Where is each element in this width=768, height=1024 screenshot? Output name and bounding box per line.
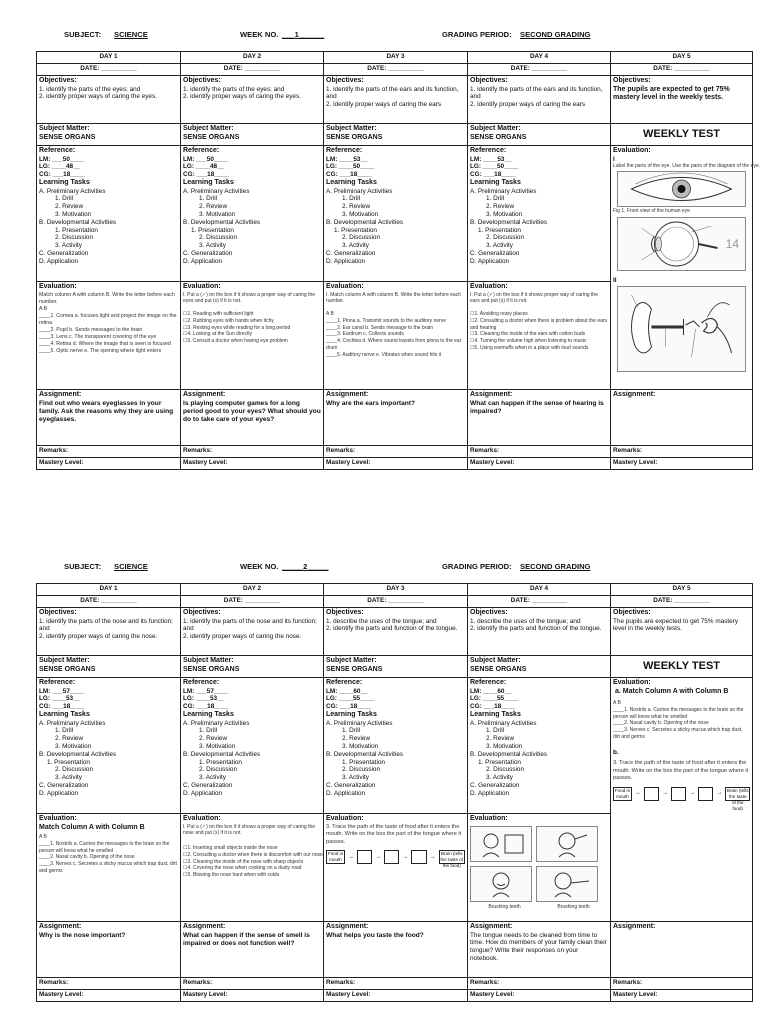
week-label: WEEK NO. bbox=[240, 562, 279, 571]
reference-day-4: Reference: LM: ____53__ LG: ____50____ CG: ___18____ Learning Tasks A. Preliminary Activities 1. Drill 2. Review 3. Motivation B. Developmental Activities 1. Presentation 2. Discussion 3. Activity C. Generalization D. Application bbox=[468, 146, 611, 282]
week-number: _____2_____ bbox=[282, 562, 329, 571]
mastery-row bbox=[37, 990, 753, 1002]
remarks-day-3: Remarks: bbox=[324, 446, 468, 458]
subject-matter-row bbox=[37, 124, 753, 146]
day-row bbox=[37, 52, 753, 64]
period-label: GRADING PERIOD: bbox=[442, 30, 512, 39]
assignment-day-4: Assignment: What can happen if the sense of hearing is impaired? bbox=[468, 390, 611, 446]
remarks-day-4: Remarks: bbox=[468, 978, 611, 990]
mastery-day-5: Mastery Level: bbox=[611, 990, 753, 1002]
day-1-header: DAY 1 bbox=[37, 584, 181, 596]
objectives-day-4: Objectives: 1. describe the uses of the tongue; and 2. identify the parts and function of the tongue. bbox=[468, 608, 611, 656]
assignment-row bbox=[37, 390, 753, 446]
assignment-day-3: Assignment: What helps you taste the food? bbox=[324, 922, 468, 978]
day-4-header: DAY 4 bbox=[468, 584, 611, 596]
day-2-header: DAY 2 bbox=[181, 52, 324, 64]
answer-box[interactable] bbox=[357, 850, 372, 864]
date-cell: DATE: __________ bbox=[611, 64, 753, 76]
date-cell: DATE: __________ bbox=[181, 64, 324, 76]
picture-illustration bbox=[470, 826, 532, 862]
assignment-day-2: Assignment: What can happen if the sense of smell is impaired or does not function well? bbox=[181, 922, 324, 978]
taste-path-boxes: Food in mouth → → → → Brain (tells the taste of the food) bbox=[327, 851, 464, 869]
reference-day-3: Reference: LM: ____60__ LG: ____55____ CG: ___18____ Learning Tasks A. Preliminary Activities 1. Drill 2. Review 3. Motivation B. Developmental Activities 1. Presentation 2. Discussion 3. Activity C. Generalization D. Application bbox=[324, 678, 468, 814]
ear-diagram bbox=[617, 286, 746, 372]
reference-day-2: Reference: LM: ___57____ LG: ____53__ CG: ___18____ Learning Tasks A. Preliminary Activities 1. Drill 2. Review 3. Motivation B. Developmental Activities 1. Presentation 2. Discussion 3. Activity C. Generalization D. Application bbox=[181, 678, 324, 814]
brain-box: Brain (tells the taste of the food) bbox=[440, 851, 464, 869]
date-row bbox=[37, 64, 753, 76]
reference-day-2: Reference: LM: ___50____ LG: ____48__ CG: ___18____ Learning Tasks A. Preliminary Activities 1. Drill 2. Review 3. Motivation B. Developmental Activities 1. Presentation 2. Discussion 3. Activity C. Generalization D. Application bbox=[181, 146, 324, 282]
objectives-day-2: Objectives: 1. identify the parts of the nose and its function; and 2. identify proper ways of caring the nose. bbox=[181, 608, 324, 656]
remarks-day-1: Remarks: bbox=[37, 978, 181, 990]
picture-caption: Brushing teeth bbox=[557, 903, 590, 910]
food-in-mouth-box: Food in mouth bbox=[614, 788, 631, 800]
remarks-row bbox=[37, 978, 753, 990]
evaluation-day-1: Evaluation: Match column A with column B. Write the letter before each number. A B ____1. Cornea a. focuses light and project the image on the retina ____2. Pupil b. Sends messages to the brain ____3. Lens c. The transparent covering of the eye ____4. Retina d. Where the image that is seen is focused ____5. Optic nerve e. The opening where light enters bbox=[37, 282, 181, 390]
evaluation-day-1: Evaluation: Match Column A with Column B A B ____1. Nostrils a. Carries the messages to the brain so the person will know what he smelled ____2. Nasal cavity b. Opening of the nose ____3. Nerves c. Secretes a sticky mucus which trap dust, dirt and germs bbox=[37, 814, 181, 922]
assignment-row bbox=[37, 922, 753, 978]
period-value: SECOND GRADING bbox=[520, 30, 591, 39]
reference-row bbox=[37, 146, 753, 282]
subject-matter-day-2: Subject Matter: SENSE ORGANS bbox=[181, 656, 324, 678]
objectives-day-1: Objectives: 1. identify the parts of the eyes; and 2. identify proper ways of caring the eyes. bbox=[37, 76, 181, 124]
evaluation-day-2: Evaluation: I. Put a (✓) on the box if it shows a proper way of caring the nose and put (x) if it is not. ☐1. Inserting small objects inside the nose ☐2. Consulting a doctor when there is discomfort with our nose ☐3. Cleaning the inside of the nose with sharp objects ☐4. Covering the nose when cooking on a dusty road ☐5. Blowing the nose hard when with colds bbox=[181, 814, 324, 922]
answer-box[interactable] bbox=[644, 787, 659, 801]
objectives-day-5: Objectives: The pupils are expected to get 75% mastery level in the weekly tests. bbox=[611, 76, 753, 124]
assignment-day-3: Assignment: Why are the ears important? bbox=[324, 390, 468, 446]
mastery-day-3: Mastery Level: bbox=[324, 458, 468, 470]
eye-cross-section-diagram: 14 bbox=[617, 217, 746, 271]
answer-box[interactable] bbox=[698, 787, 713, 801]
date-cell: DATE: __________ bbox=[468, 596, 611, 608]
week-number: ___1______ bbox=[282, 30, 325, 39]
evaluation-day-3: Evaluation: 3. Trace the path of the taste of food after it enters the mouth. Write on the box the part of the tongue where it passes. Food in mouth → → → → Brain (tells the taste of the food) bbox=[324, 814, 468, 922]
picture-illustration bbox=[470, 866, 532, 902]
evaluation-day-4: Evaluation: Brushing teeth Brushing teeth bbox=[468, 814, 611, 922]
remarks-day-2: Remarks: bbox=[181, 978, 324, 990]
mastery-day-4: Mastery Level: bbox=[468, 458, 611, 470]
evaluation-day-2: Evaluation: I. Put a (✓) on the box if it shows a proper way of caring the eyes and put (x) if it is not. ☐1. Reading with sufficient light ☐2. Rubbing eyes with hands when itchy ☐3. Resting eyes while reading for a long period ☐4. Looking at the Sun directly ☐5. Consult a doctor when having eye problem bbox=[181, 282, 324, 390]
subject-matter-day-1: Subject Matter: SENSE ORGANS bbox=[37, 656, 181, 678]
mastery-day-4: Mastery Level: bbox=[468, 990, 611, 1002]
date-cell: DATE: __________ bbox=[37, 596, 181, 608]
assignment-day-5: Assignment: bbox=[611, 390, 753, 446]
mastery-row bbox=[37, 458, 753, 470]
subject-matter-day-3: Subject Matter: SENSE ORGANS bbox=[324, 124, 468, 146]
remarks-day-5: Remarks: bbox=[611, 446, 753, 458]
subject-value: SCIENCE bbox=[114, 30, 148, 39]
day-1-header: DAY 1 bbox=[37, 52, 181, 64]
picture-caption: Brushing teeth bbox=[488, 903, 521, 910]
food-in-mouth-box: Food in mouth bbox=[327, 851, 344, 863]
mastery-day-5: Mastery Level: bbox=[611, 458, 753, 470]
assignment-day-1: Assignment: Why is the nose important? bbox=[37, 922, 181, 978]
objectives-day-4: Objectives: 1. identify the parts of the ears and its function, and 2. identify proper ways of caring the ears bbox=[468, 76, 611, 124]
date-cell: DATE: __________ bbox=[468, 64, 611, 76]
date-cell: DATE: __________ bbox=[611, 596, 753, 608]
day-2-header: DAY 2 bbox=[181, 584, 324, 596]
day-3-header: DAY 3 bbox=[324, 584, 468, 596]
assignment-day-2: Assignment: Is playing computer games for a long period good to your eyes? What should you do to take care of your eyes? bbox=[181, 390, 324, 446]
taste-path-boxes: Food in mouth → → → → Brain (tells the taste of the food) bbox=[614, 788, 749, 812]
objectives-row bbox=[37, 608, 753, 656]
day-row bbox=[37, 584, 753, 596]
mastery-day-3: Mastery Level: bbox=[324, 990, 468, 1002]
objectives-day-5: Objectives: The pupils are expected to get 75% mastery level in the weekly tests. bbox=[611, 608, 753, 656]
remarks-row bbox=[37, 446, 753, 458]
weekly-test-title: WEEKLY TEST bbox=[611, 124, 753, 146]
lesson-plan-table bbox=[36, 51, 761, 470]
picture-illustration bbox=[536, 866, 598, 902]
week-label: WEEK NO. bbox=[240, 30, 279, 39]
mastery-day-2: Mastery Level: bbox=[181, 458, 324, 470]
mastery-day-1: Mastery Level: bbox=[37, 990, 181, 1002]
assignment-day-1: Assignment: Find out who wears eyeglasses in your family. Ask the reasons why they are using eyeglasses. bbox=[37, 390, 181, 446]
answer-box[interactable] bbox=[384, 850, 399, 864]
weekly-test-title: WEEKLY TEST bbox=[611, 656, 753, 678]
objectives-day-2: Objectives: 1. identify the parts of the eyes; and 2. identify proper ways of caring the eyes. bbox=[181, 76, 324, 124]
answer-box[interactable] bbox=[411, 850, 426, 864]
weekly-test-evaluation: Evaluation: a. Match Column A with Column B A B ____1. Nostrils a. Carries the messages to the brain so the person will know what he smelled ____2. Nasal cavity b. Opening of the nose ____3. Nerves c. Secretes a sticky mucus which trap dust, dirt and germs b. 3. Trace the path of the taste of food after it enters the mouth. Write on the box the part of the tongue where it passes. Food in mouth → → → → Brain (tells the taste of the food) bbox=[611, 678, 753, 922]
tongue-care-pictures bbox=[470, 826, 608, 902]
subject-matter-day-1: Subject Matter: SENSE ORGANS bbox=[37, 124, 181, 146]
objectives-day-1: Objectives: 1. identify the parts of the nose and its function; and 2. identify proper ways of caring the nose. bbox=[37, 608, 181, 656]
period-value: SECOND GRADING bbox=[520, 562, 591, 571]
week-header bbox=[36, 30, 752, 44]
evaluation-day-3: Evaluation: I. Match column A with column B. Write the letter before each number. A B ____1. Pinna a. Transmit sounds to the auditory nerve ____2. Ear canal b. Sends message to the brain ____3. Eardrum c. Collects sounds ____4. Cochlea d. Where sound travels from pinna to the ear drum ____5. Auditory nerve e. Vibrates when sound hits it bbox=[324, 282, 468, 390]
date-row bbox=[37, 596, 753, 608]
reference-day-1: Reference: LM: ___50____ LG: ____48__ CG: ___18____ Learning Tasks A. Preliminary Activities 1. Drill 2. Review 3. Motivation B. Developmental Activities 1. Presentation 2. Discussion 3. Activity C. Generalization D. Application bbox=[37, 146, 181, 282]
mastery-day-2: Mastery Level: bbox=[181, 990, 324, 1002]
remarks-day-5: Remarks: bbox=[611, 978, 753, 990]
answer-box[interactable] bbox=[671, 787, 686, 801]
date-cell: DATE: __________ bbox=[37, 64, 181, 76]
subject-matter-day-2: Subject Matter: SENSE ORGANS bbox=[181, 124, 324, 146]
subject-matter-day-4: Subject Matter: SENSE ORGANS bbox=[468, 124, 611, 146]
lesson-plan-table bbox=[36, 583, 753, 1002]
subject-matter-row bbox=[37, 656, 753, 678]
objectives-day-3: Objectives: 1. identify the parts of the ears and its function, and 2. identify proper ways of caring the ears bbox=[324, 76, 468, 124]
remarks-day-2: Remarks: bbox=[181, 446, 324, 458]
date-cell: DATE: __________ bbox=[324, 596, 468, 608]
picture-illustration bbox=[536, 826, 598, 862]
evaluation-day-4: Evaluation: I. Put a (✓) on the box if it shows proper way of caring the ears and put (x) if it is not. ☐1. Avoiding noisy places ☐2. Consulting a doctor when there is problem about the ears and hearing ☐3. Cleaning the inside of the ears with cotton buds ☐4. Turning the volume high when listening to music ☐5. Using earmuffs when in a place with loud sounds bbox=[468, 282, 611, 390]
reference-day-1: Reference: LM: ___57____ LG: ____53__ CG: ___18____ Learning Tasks A. Preliminary Activities 1. Drill 2. Review 3. Motivation B. Developmental Activities 1. Presentation 2. Discussion 3. Activity C. Generalization D. Application bbox=[37, 678, 181, 814]
objectives-row bbox=[37, 76, 753, 124]
assignment-day-4: Assignment: The tongue needs to be cleaned from time to time. How do members of your family clean their tongue? Write their responses on your notebook. bbox=[468, 922, 611, 978]
subject-matter-day-4: Subject Matter: SENSE ORGANS bbox=[468, 656, 611, 678]
reference-day-4: Reference: LM: ____60__ LG: ____55____ CG: ___18____ Learning Tasks A. Preliminary Activities 1. Drill 2. Review 3. Motivation B. Developmental Activities 1. Presentation 2. Discussion 3. Activity C. Generalization D. Application bbox=[468, 678, 611, 814]
subject-value: SCIENCE bbox=[114, 562, 148, 571]
brain-box: Brain (tells the taste of the food) bbox=[726, 788, 749, 812]
day-3-header: DAY 3 bbox=[324, 52, 468, 64]
remarks-day-1: Remarks: bbox=[37, 446, 181, 458]
day-4-header: DAY 4 bbox=[468, 52, 611, 64]
subject-matter-day-3: Subject Matter: SENSE ORGANS bbox=[324, 656, 468, 678]
objectives-day-3: Objectives: 1. describe the uses of the tongue; and 2. identify the parts and function of the tongue. bbox=[324, 608, 468, 656]
reference-day-3: Reference: LM: ____53__ LG: ____50____ CG: ___18____ Learning Tasks A. Preliminary Activities 1. Drill 2. Review 3. Motivation B. Developmental Activities 1. Presentation 2. Discussion 3. Activity C. Generalization D. Application bbox=[324, 146, 468, 282]
day-5-header: DAY 5 bbox=[611, 52, 753, 64]
subject-label: SUBJECT: bbox=[64, 562, 102, 571]
eye-front-diagram bbox=[617, 171, 746, 207]
assignment-day-5: Assignment: bbox=[611, 922, 753, 978]
date-cell: DATE: __________ bbox=[181, 596, 324, 608]
weekly-test-evaluation: Evaluation: I Label the parts of the eye. Use the parts of the diagram of the eye. Fig 1. Front view of the human eye 14 II bbox=[611, 146, 753, 390]
remarks-day-3: Remarks: bbox=[324, 978, 468, 990]
date-cell: DATE: __________ bbox=[324, 64, 468, 76]
reference-row bbox=[37, 678, 753, 814]
remarks-day-4: Remarks: bbox=[468, 446, 611, 458]
week-header bbox=[36, 562, 752, 576]
day-5-header: DAY 5 bbox=[611, 584, 753, 596]
period-label: GRADING PERIOD: bbox=[442, 562, 512, 571]
mastery-day-1: Mastery Level: bbox=[37, 458, 181, 470]
subject-label: SUBJECT: bbox=[64, 30, 102, 39]
